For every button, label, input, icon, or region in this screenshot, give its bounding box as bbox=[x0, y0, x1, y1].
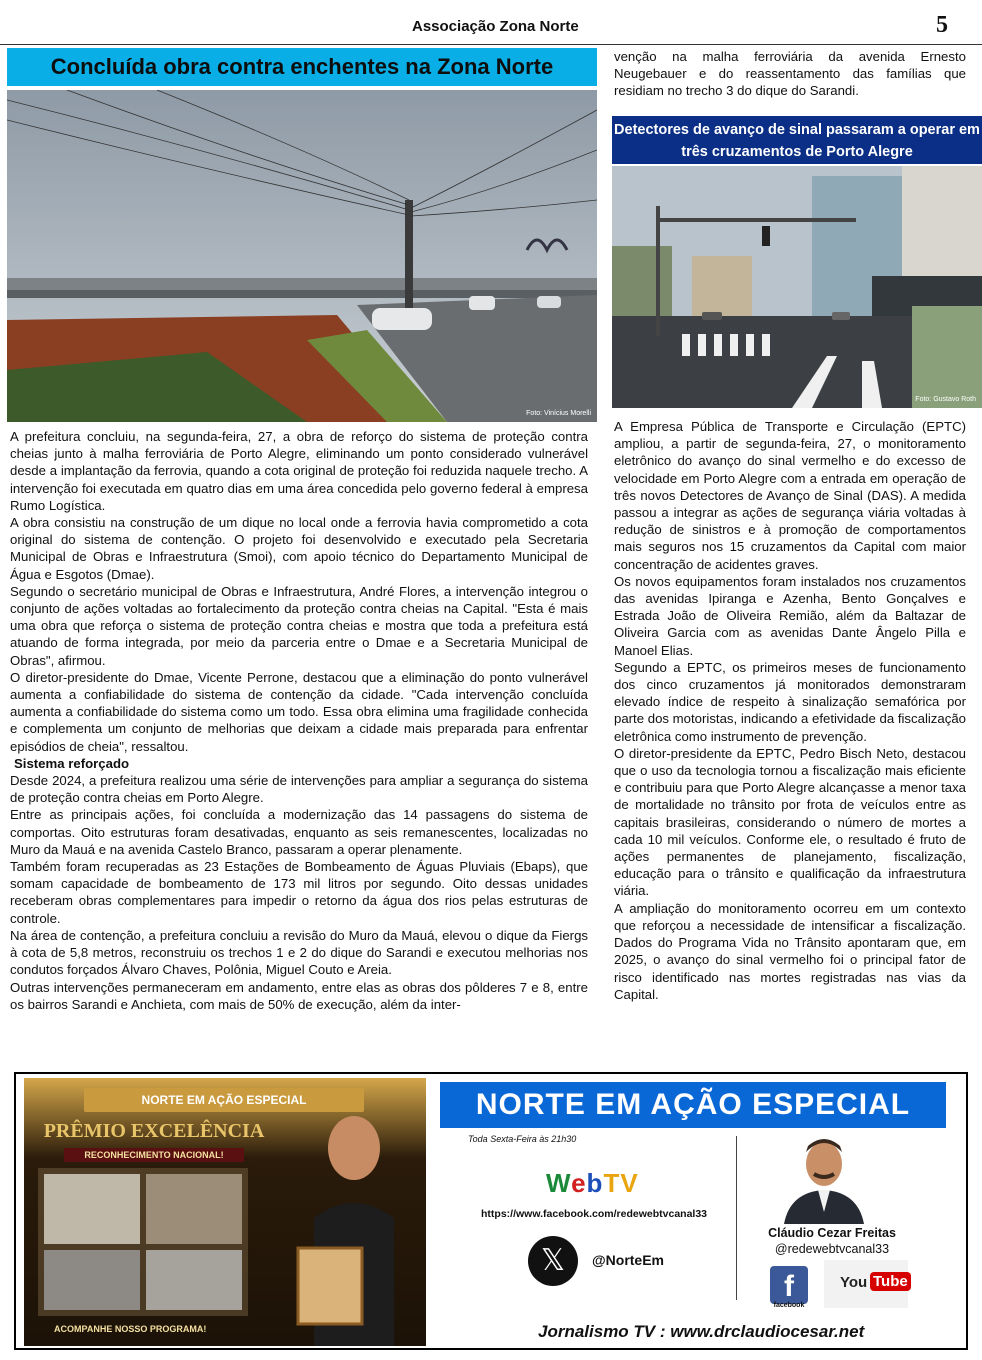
page-header bbox=[0, 0, 982, 46]
article2-paragraph: Segundo a EPTC, os primeiros meses de funcionamento dos cinco cruzamentos já monitorados demonstraram elevado índice de respeito à sinalização semafórica por parte dos motoristas, indicando a efetividade da fiscalização eletrônica como instrumento de prevenção. bbox=[614, 659, 966, 744]
article2-paragraph: A Empresa Pública de Transporte e Circulação (EPTC) ampliou, a partir de segunda-feira, 27, o monitoramento eletrônico do avanço do sinal vermelho e do excesso de velocidade em Porto Alegre com a entrada em operação de três novos Detectores de Avanço de Sinal (DAS). A medida passou a integrar as ações de segurança viária voltadas à redução de sinistros e à promoção de comportamentos mais seguros nos 15 cruzamentos da Capital com maior concentração de acidentes graves. bbox=[614, 419, 966, 572]
footer-website[interactable]: Jornalismo TV : www.drclaudiocesar.net bbox=[538, 1322, 865, 1341]
webtv-logo: WebTV bbox=[546, 1168, 639, 1198]
article1-continuation-text: venção na malha ferroviária da avenida Ernesto Neugebauer e do reassentamento das famílias que residiam no trecho 3 do dique do Sarandi. bbox=[614, 49, 966, 99]
article1-column bbox=[10, 428, 588, 1013]
facebook-icon[interactable]: f bbox=[770, 1266, 808, 1304]
header-rule bbox=[0, 44, 982, 45]
award-collage-illustration bbox=[24, 1078, 426, 1346]
article1-paragraph: Entre as principais ações, foi concluída a modernização das 14 passagens do sistema de comportas. Oito estruturas foram desativadas, enquanto as seis remanescentes, localizadas no Muro da Mauá e na avenida Castelo Branco, passaram a operar plenamente. bbox=[10, 807, 588, 857]
tv-program-ad bbox=[14, 1072, 968, 1350]
article1-paragraph: Também foram recuperadas as 23 Estações de Bombeamento de Águas Pluviais (Ebaps), que somam capacidade de bombeamento de 173 mil litros por segundo. Oito dessas unidades receberam obras complementares para impedir o retorno da água dos rios pelas estruturas de controle. bbox=[10, 859, 588, 926]
publication-name: Associação Zona Norte bbox=[412, 18, 579, 35]
article1-paragraph: Segundo o secretário municipal de Obras e Infraestrutura, André Flores, a intervenção integrou o conjunto de ações voltadas ao fortalecimento da proteção contra cheias na Capital. "Esta é mais uma obra que reforça o sistema de proteção contra cheias e mostra que toda a prefeitura está atuando de forma integrada, por meio da parceria entre o Dmae e a Secretaria Municipal de Obras", afirmou. bbox=[10, 583, 588, 668]
banner-award-title: PRÊMIO EXCELÊNCIA bbox=[43, 1120, 265, 1142]
host-photo bbox=[776, 1132, 872, 1224]
facebook-label: facebook bbox=[773, 1302, 805, 1309]
flood-wall-photo-illustration bbox=[7, 90, 597, 422]
article1-continuation bbox=[614, 48, 966, 100]
page-number: 5 bbox=[936, 12, 948, 38]
host-portrait-illustration bbox=[776, 1132, 872, 1224]
article2-paragraph: Os novos equipamentos foram instalados nos cruzamentos das avenidas Ipiranga e Azenha, Bento Gonçalves e Estrada João de Oliveira Remião, além da Baltazar de Oliveira Garcia com as avenidas Dante Ângelo Pilla e Manoel Elias. bbox=[614, 573, 966, 658]
article1-paragraph: Outras intervenções permaneceram em andamento, entre elas as obras dos pôlderes 7 e 8, entre os bairros Sarandi e Anchieta, com mais de 50% de execução, além da inter- bbox=[10, 979, 588, 1012]
article2-paragraph: O diretor-presidente da EPTC, Pedro Bisch Neto, destacou que o uso da tecnologia tornou a fiscalização mais eficiente e contribuiu para que Porto Alegre alcançasse a menor taxa de mortalidade no trânsito por frota de veículos entre as capitais brasileiras, considerando o número de mortes a cada 10 mil veículos. Conforme ele, o resultado é fruto de ações permanentes de planejamento, fiscalização, educação para o trânsito e qualificação da infraestrutura viária. bbox=[614, 745, 966, 899]
article1-subheading: Sistema reforçado bbox=[14, 755, 130, 771]
program-title: NORTE EM AÇÃO ESPECIAL bbox=[440, 1082, 946, 1128]
article2-column bbox=[614, 418, 966, 1003]
banner-recognition: RECONHECIMENTO NACIONAL! bbox=[64, 1148, 244, 1162]
x-icon[interactable]: 𝕏 bbox=[528, 1236, 578, 1286]
intersection-photo-illustration bbox=[612, 166, 982, 408]
facebook-url[interactable]: https://www.facebook.com/redewebtvcanal33 bbox=[481, 1208, 708, 1220]
youtube-icon[interactable] bbox=[824, 1260, 908, 1308]
host-name: Cláudio Cezar Freitas bbox=[768, 1226, 896, 1240]
article1-title: Concluída obra contra enchentes na Zona Norte bbox=[7, 48, 597, 86]
article1-photo-credit: Foto: Vinícius Morelli bbox=[526, 410, 591, 417]
banner-program-label: NORTE EM AÇÃO ESPECIAL bbox=[84, 1088, 364, 1112]
article1-paragraph: Na área de contenção, a prefeitura concluiu a revisão do Muro da Mauá, elevou o dique da Fiergs à cota de 5,8 metros, reconstruiu os trechos 1 e 2 do dique do Sarandi e executou melhorias nos condutos forçados Álvaro Chaves, Polônia, Miguel Couto e Areia. bbox=[10, 927, 588, 978]
youtube-tube-text: Tube bbox=[870, 1272, 911, 1291]
article1-paragraph: A prefeitura concluiu, na segunda-feira, 27, a obra de reforço do sistema de proteção contra cheias junto à malha ferroviária de Porto Alegre, eliminando um ponto considerado vulnerável desde a implantação da ferrovia, quando a cota original de proteção foi reduzida naquele trecho. A intervenção foi executada em quatro dias em uma área concedida pelo governo federal à empresa Rumo Logística. bbox=[10, 429, 588, 513]
article2-title: Detectores de avanço de sinal passaram a operar em três cruzamentos de Porto Alegre bbox=[612, 116, 982, 164]
article2-paragraph: A ampliação do monitoramento ocorreu em um contexto que reforçou a necessidade de intensificar a fiscalização. Dados do Programa Vida no Trânsito apontaram que, em 2025, o avanço do sinal vermelho foi o principal fator de risco identificado nas mortes registradas nas vias da Capital. bbox=[614, 900, 966, 1002]
youtube-you-text: You bbox=[840, 1274, 868, 1291]
article1-paragraph: O diretor-presidente do Dmae, Vicente Perrone, destacou que a eliminação do ponto vulnerável aumenta a confiabilidade do sistema de contenção da cidade. "Cada intervenção concluída aumenta a confiabilidade do sistema como um todo. Essa obra elimina uma fragilidade conhecida e complementa um conjunto de melhorias que deixam a cidade mais preparada para enfrentar episódios de cheia", ressaltou. bbox=[10, 669, 588, 754]
banner-follow-program: ACOMPANHE NOSSO PROGRAMA! bbox=[54, 1324, 207, 1334]
award-banner bbox=[24, 1078, 426, 1346]
divider-line bbox=[736, 1136, 737, 1300]
article1-photo bbox=[7, 90, 597, 422]
host-handle: @redewebtvcanal33 bbox=[774, 1242, 890, 1256]
article2-photo-credit: Foto: Gustavo Roth bbox=[915, 396, 976, 403]
article1-paragraph: Desde 2024, a prefeitura realizou uma série de intervenções para ampliar a segurança do sistema de proteção contra cheias em Porto Alegre. bbox=[10, 773, 588, 806]
program-schedule: Toda Sexta-Feira às 21h30 bbox=[468, 1134, 577, 1144]
article2-photo bbox=[612, 166, 982, 408]
x-handle[interactable]: @NorteEm bbox=[592, 1252, 664, 1268]
article1-paragraph: A obra consistiu na construção de um dique no local onde a ferrovia havia comprometido a cota original do sistema de contenção. O projeto foi desenvolvido e executado pela Secretaria Municipal de Obras e Infraestrutura (Smoi), com apoio técnico do Departamento Municipal de Água e Esgotos (Dmae). bbox=[10, 515, 588, 582]
